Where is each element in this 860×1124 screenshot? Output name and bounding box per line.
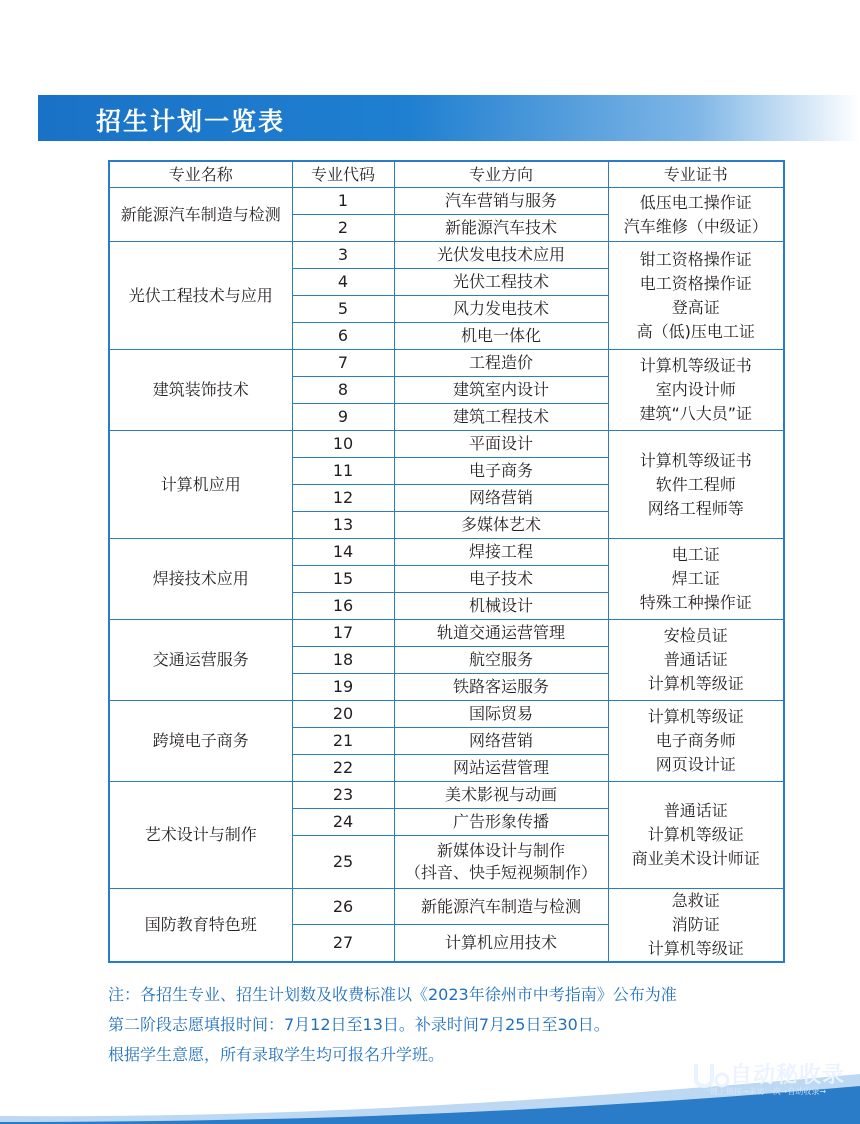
note-line: 注：各招生专业、招生计划数及收费标准以《2023年徐州市中考指南》公布为准 [108, 985, 677, 1004]
certificate-line: 计算机等级证书 [639, 356, 752, 375]
direction-line: 网络营销 [468, 731, 533, 750]
major-code-cell: 11 [292, 458, 394, 485]
certificate-line: 计算机等级证 [647, 707, 744, 726]
major-direction-cell [394, 809, 608, 836]
major-code-cell: 22 [292, 755, 394, 782]
certificate-line: 高（低)压电工证 [636, 321, 755, 341]
certificate-line: 电工资格操作证 [639, 273, 752, 293]
enrollment-table-wrapper [108, 160, 785, 963]
header-major-name: 专业名称 [109, 161, 292, 188]
major-code-cell: 25 [292, 836, 394, 889]
certificate-line: 建筑“八大员”证 [639, 404, 753, 423]
major-direction-cell [394, 296, 608, 323]
table-header-row [109, 161, 784, 188]
certificate-cell [608, 539, 784, 620]
major-code-cell: 2 [292, 215, 394, 242]
certificate-line: 软件工程师 [655, 474, 736, 494]
major-direction-cell [394, 404, 608, 431]
direction-line: 计算机应用技术 [444, 933, 557, 953]
direction-line: 焊接工程 [468, 542, 533, 561]
major-direction-cell [394, 269, 608, 296]
major-code-cell: 17 [292, 620, 394, 647]
direction-line: 电子技术 [468, 569, 533, 588]
major-code-cell: 14 [292, 539, 394, 566]
major-direction-cell [394, 431, 608, 458]
certificate-line: 电工证 [671, 545, 720, 564]
note-line: 根据学生意愿，所有录取学生均可报名升学班。 [108, 1045, 445, 1064]
watermark-subtext: 一键上链接→来访一次→自动收录→ [702, 1087, 827, 1096]
table-row [109, 889, 784, 925]
major-direction-cell [394, 215, 608, 242]
direction-line: 航空服务 [468, 650, 533, 669]
direction-line: 光伏发电技术应用 [436, 245, 565, 264]
major-direction-cell [394, 620, 608, 647]
major-name-cell: 光伏工程技术与应用 [109, 242, 292, 350]
major-direction-cell [394, 350, 608, 377]
major-name-cell: 建筑装饰技术 [109, 350, 292, 431]
major-direction-cell [394, 755, 608, 782]
major-code-cell: 6 [292, 323, 394, 350]
major-code-cell: 27 [292, 925, 394, 962]
major-direction-cell [394, 701, 608, 728]
table-row [109, 701, 784, 728]
major-name-cell: 计算机应用 [109, 431, 292, 539]
certificate-cell [608, 242, 784, 350]
direction-line: 机械设计 [468, 596, 533, 615]
direction-line: 多媒体艺术 [460, 515, 541, 534]
major-code-cell: 8 [292, 377, 394, 404]
note-line: 第二阶段志愿填报时间：7月12日至13日。补录时间7月25日至30日。 [108, 1015, 610, 1034]
direction-line: 美术影视与动画 [444, 785, 557, 804]
major-code-cell: 16 [292, 593, 394, 620]
certificate-line: 网络工程师等 [647, 498, 744, 518]
certificate-line: 计算机等级证 [647, 825, 744, 844]
direction-line: 广告形象传播 [452, 812, 549, 831]
certificate-line: 钳工资格操作证 [639, 249, 752, 269]
watermark [690, 1052, 850, 1108]
certificate-cell [608, 782, 784, 889]
certificate-line: 汽车维修（中级证） [623, 216, 768, 236]
major-direction-cell [394, 485, 608, 512]
enrollment-table [108, 160, 785, 963]
certificate-cell [608, 889, 784, 963]
direction-line: 铁路客运服务 [452, 677, 549, 696]
major-direction-cell [394, 674, 608, 701]
certificate-line: 普通话证 [663, 650, 728, 669]
major-code-cell: 24 [292, 809, 394, 836]
certificate-line: 计算机等级证书 [639, 450, 752, 470]
major-code-cell: 26 [292, 889, 394, 925]
major-direction-cell [394, 889, 608, 925]
major-code-cell: 7 [292, 350, 394, 377]
certificate-line: 焊工证 [671, 569, 720, 588]
major-direction-cell [394, 836, 608, 889]
certificate-line: 计算机等级证 [647, 939, 744, 958]
certificate-cell [608, 620, 784, 701]
certificate-line: 商业美术设计师证 [631, 849, 760, 868]
certificate-cell [608, 431, 784, 539]
major-code-cell: 23 [292, 782, 394, 809]
major-direction-cell [394, 647, 608, 674]
direction-line: 建筑工程技术 [452, 407, 549, 426]
direction-line: 轨道交通运营管理 [436, 623, 565, 642]
major-code-cell: 10 [292, 431, 394, 458]
table-row [109, 242, 784, 269]
table-row [109, 350, 784, 377]
major-code-cell: 18 [292, 647, 394, 674]
major-direction-cell [394, 539, 608, 566]
certificate-line: 低压电工操作证 [639, 192, 752, 212]
major-name-cell: 艺术设计与制作 [109, 782, 292, 889]
major-name-cell: 交通运营服务 [109, 620, 292, 701]
certificate-cell [608, 350, 784, 431]
certificate-line: 普通话证 [663, 801, 728, 820]
certificate-line: 急救证 [671, 891, 720, 910]
major-code-cell: 15 [292, 566, 394, 593]
certificate-line: 电子商务师 [655, 731, 736, 750]
certificate-line: 室内设计师 [655, 380, 736, 399]
title-banner [38, 95, 860, 141]
major-direction-cell [394, 512, 608, 539]
certificate-line: 特殊工种操作证 [639, 593, 752, 612]
header-major-direction: 专业方向 [394, 161, 608, 188]
major-code-cell: 1 [292, 188, 394, 215]
header-certificate: 专业证书 [608, 161, 784, 188]
major-code-cell: 12 [292, 485, 394, 512]
certificate-cell [608, 188, 784, 242]
certificate-line: 计算机等级证 [647, 674, 744, 693]
direction-line: 新能源汽车制造与检测 [420, 896, 581, 916]
major-direction-cell [394, 242, 608, 269]
page-title: 招生计划一览表 [96, 107, 286, 136]
major-direction-cell [394, 188, 608, 215]
major-direction-cell [394, 782, 608, 809]
direction-line: 光伏工程技术 [452, 272, 549, 291]
table-body [109, 188, 784, 963]
watermark-text: 自动秘收录 [730, 1063, 846, 1088]
direction-line: 电子商务 [468, 461, 533, 480]
table-row [109, 188, 784, 215]
table-row [109, 782, 784, 809]
major-code-cell: 13 [292, 512, 394, 539]
direction-line: 机电一体化 [460, 326, 541, 345]
major-code-cell: 21 [292, 728, 394, 755]
major-direction-cell [394, 458, 608, 485]
major-direction-cell [394, 728, 608, 755]
direction-line: 新媒体设计与制作 [436, 841, 565, 860]
direction-line: （抖音、快手短视频制作） [404, 863, 597, 882]
major-code-cell: 20 [292, 701, 394, 728]
major-code-cell: 19 [292, 674, 394, 701]
direction-line: 网络营销 [468, 488, 533, 507]
direction-line: 网站运营管理 [452, 758, 549, 777]
major-name-cell: 焊接技术应用 [109, 539, 292, 620]
certificate-line: 登高证 [671, 297, 720, 317]
certificate-line: 安检员证 [663, 626, 728, 645]
major-code-cell: 3 [292, 242, 394, 269]
major-code-cell: 4 [292, 269, 394, 296]
major-name-cell: 国防教育特色班 [109, 889, 292, 963]
table-row [109, 539, 784, 566]
major-direction-cell [394, 566, 608, 593]
direction-line: 国际贸易 [468, 704, 533, 723]
direction-line: 建筑室内设计 [452, 380, 549, 399]
table-row [109, 431, 784, 458]
major-code-cell: 5 [292, 296, 394, 323]
major-name-cell: 新能源汽车制造与检测 [109, 188, 292, 242]
certificate-line: 网页设计证 [655, 755, 736, 774]
certificate-cell [608, 701, 784, 782]
direction-line: 新能源汽车技术 [444, 218, 557, 237]
major-direction-cell [394, 323, 608, 350]
major-code-cell: 9 [292, 404, 394, 431]
table-row [109, 620, 784, 647]
major-direction-cell [394, 925, 608, 962]
direction-line: 汽车营销与服务 [444, 191, 557, 210]
major-name-cell: 跨境电子商务 [109, 701, 292, 782]
major-direction-cell [394, 377, 608, 404]
major-direction-cell [394, 593, 608, 620]
header-major-code: 专业代码 [292, 161, 394, 188]
direction-line: 平面设计 [468, 434, 533, 453]
certificate-line: 消防证 [671, 915, 720, 934]
direction-line: 工程造价 [468, 353, 533, 372]
direction-line: 风力发电技术 [452, 299, 549, 318]
